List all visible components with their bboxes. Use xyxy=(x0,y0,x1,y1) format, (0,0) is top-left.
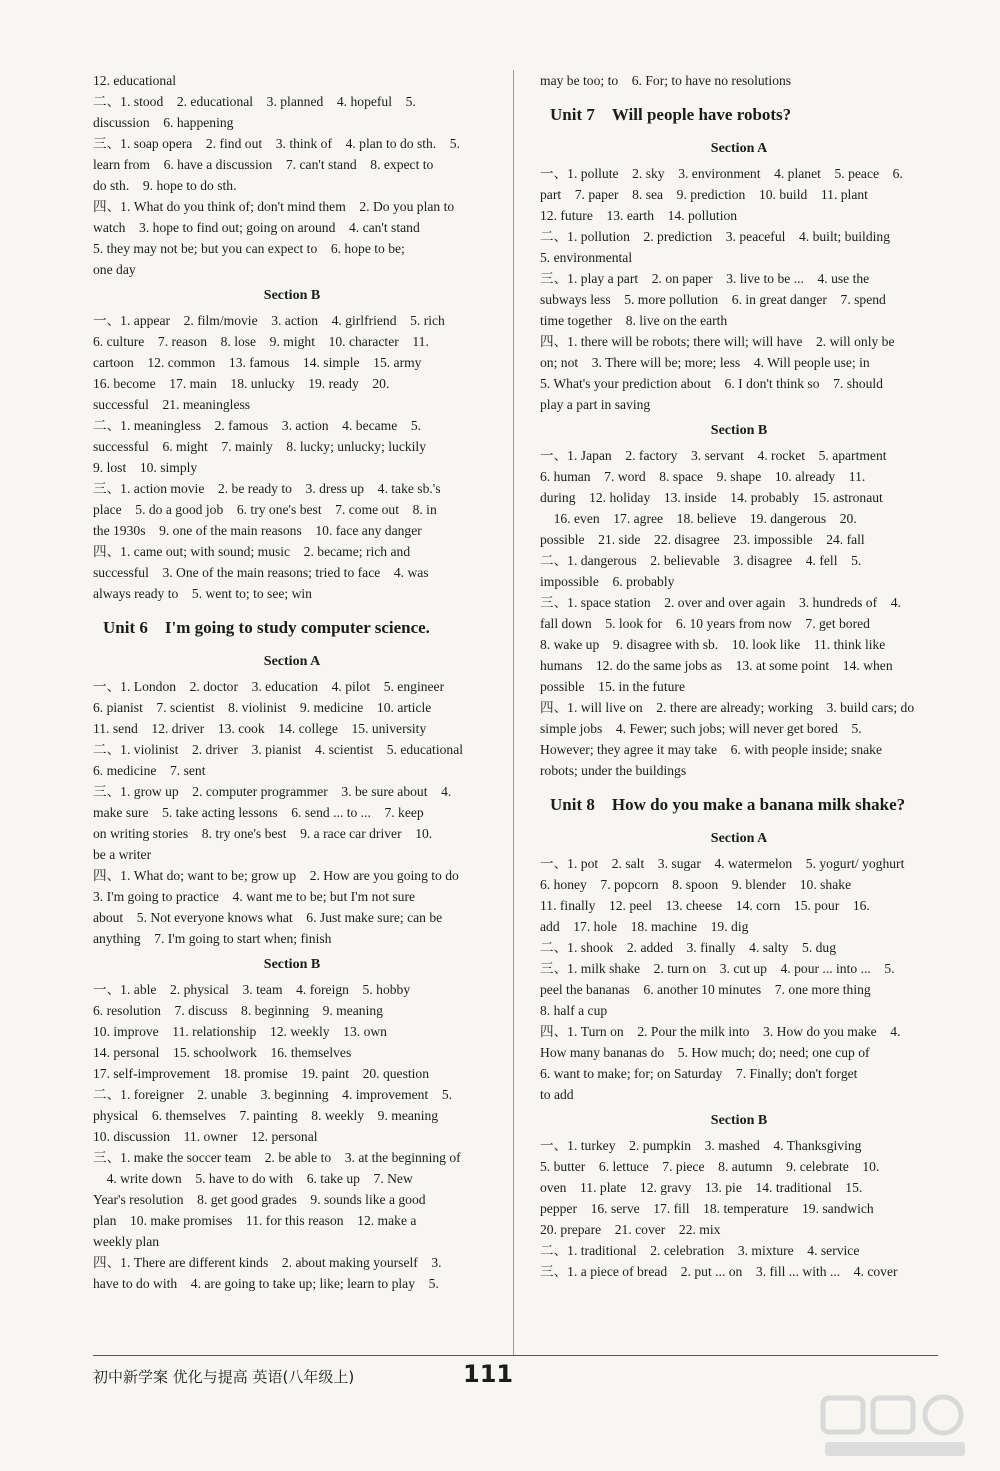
left-answer-line: successful 6. might 7. mainly 8. lucky; unlucky; luckily xyxy=(93,439,427,454)
right-answer-line: How many bananas do 5. How much; do; need; one cup of xyxy=(540,1045,870,1060)
right-answer-line: add 17. hole 18. machine 19. dig xyxy=(540,919,749,934)
unit-heading: Unit 6 I'm going to study computer science. xyxy=(103,618,430,637)
section-heading: Section B xyxy=(710,423,768,438)
right-answer-line: peel the bananas 6. another 10 minutes 7. one more thing xyxy=(540,982,871,997)
right-answer-line: robots; under the buildings xyxy=(540,763,687,778)
right-answer-line: 6. want to make; for; on Saturday 7. Finally; don't forget xyxy=(540,1066,858,1081)
right-answer-line: 12. future 13. earth 14. pollution xyxy=(540,208,738,223)
left-answer-line: watch 3. hope to find out; going on around 4. can't stand xyxy=(93,220,420,235)
right-answer-line: fall down 5. look for 6. 10 years from now 7. get bored xyxy=(540,616,870,631)
left-answer-line: 10. improve 11. relationship 12. weekly 13. own xyxy=(93,1024,387,1039)
left-answer-line: 4. write down 5. have to do with 6. take up 7. New xyxy=(93,1171,413,1186)
right-answer-line: 三、1. a piece of bread 2. put ... on 3. fill ... with ... 4. cover xyxy=(540,1264,898,1279)
left-answer-line: 二、1. foreigner 2. unable 3. beginning 4. improvement 5. xyxy=(93,1087,453,1102)
right-answer-line: impossible 6. probably xyxy=(540,574,675,589)
left-answer-line: have to do with 4. are going to take up; like; learn to play 5. xyxy=(93,1276,439,1291)
section-heading: Section B xyxy=(710,1113,768,1128)
left-answer-line: 四、1. came out; with sound; music 2. became; rich and xyxy=(93,544,411,559)
left-answer-line: one day xyxy=(93,262,136,277)
right-answer-line: during 12. holiday 13. inside 14. probably 15. astronaut xyxy=(540,490,883,505)
left-answer-line: learn from 6. have a discussion 7. can't stand 8. expect to xyxy=(93,157,434,172)
right-answer-line: 5. butter 6. lettuce 7. piece 8. autumn 9. celebrate 10. xyxy=(540,1159,880,1174)
left-answer-line: 四、1. What do you think of; don't mind them 2. Do you plan to xyxy=(93,199,455,214)
left-answer-line: 一、1. able 2. physical 3. team 4. foreign 5. hobby xyxy=(93,982,411,997)
section-heading: Section B xyxy=(263,288,321,303)
right-answer-line: humans 12. do the same jobs as 13. at some point 14. when xyxy=(540,658,893,673)
right-answer-line: play a part in saving xyxy=(540,397,651,412)
left-answer-line: 6. medicine 7. sent xyxy=(93,763,206,778)
right-answer-line: oven 11. plate 12. gravy 13. pie 14. traditional 15. xyxy=(540,1180,863,1195)
right-answer-line: 一、1. pot 2. salt 3. sugar 4. watermelon 5. yogurt/ yoghurt xyxy=(540,856,905,871)
left-column xyxy=(93,70,491,1294)
section-heading: Section A xyxy=(263,654,321,669)
right-answer-line: may be too; to 6. For; to have no resolutions xyxy=(540,73,792,88)
right-answer-line: 一、1. turkey 2. pumpkin 3. mashed 4. Thanksgiving xyxy=(540,1138,862,1153)
left-answer-line: 二、1. stood 2. educational 3. planned 4. hopeful 5. xyxy=(93,94,416,109)
unit-heading: Unit 8 How do you make a banana milk shake? xyxy=(550,795,906,814)
left-answer-line: 11. send 12. driver 13. cook 14. college 15. university xyxy=(93,721,427,736)
left-answer-line: do sth. 9. hope to do sth. xyxy=(93,178,237,193)
left-answer-line: discussion 6. happening xyxy=(93,115,234,130)
left-answer-line: make sure 5. take acting lessons 6. send ... to ... 7. keep xyxy=(93,805,424,820)
left-answer-line: plan 10. make promises 11. for this reason 12. make a xyxy=(93,1213,417,1228)
right-answer-line: simple jobs 4. Fewer; such jobs; will never get bored 5. xyxy=(540,721,862,736)
right-answer-line: 6. honey 7. popcorn 8. spoon 9. blender 10. shake xyxy=(540,877,852,892)
left-answer-line: 6. culture 7. reason 8. lose 9. might 10. character 11. xyxy=(93,334,429,349)
left-answer-line: the 1930s 9. one of the main reasons 10. face any danger xyxy=(93,523,422,538)
right-answer-line: 二、1. traditional 2. celebration 3. mixture 4. service xyxy=(540,1243,860,1258)
right-answer-line: to add xyxy=(540,1087,574,1102)
unit-heading: Unit 7 Will people have robots? xyxy=(550,105,792,124)
right-answer-line: on; not 3. There will be; more; less 4. Will people use; in xyxy=(540,355,870,370)
right-answer-line: 一、1. Japan 2. factory 3. servant 4. rocket 5. apartment xyxy=(540,448,887,463)
right-answer-line: 6. human 7. word 8. space 9. shape 10. already 11. xyxy=(540,469,866,484)
left-answer-line: 14. personal 15. schoolwork 16. themselves xyxy=(93,1045,352,1060)
left-answer-line: weekly plan xyxy=(93,1234,160,1249)
left-answer-line: 6. resolution 7. discuss 8. beginning 9. meaning xyxy=(93,1003,383,1018)
right-column xyxy=(540,70,938,1282)
left-answer-line: cartoon 12. common 13. famous 14. simple 15. army xyxy=(93,355,422,370)
left-answer-line: anything 7. I'm going to start when; finish xyxy=(93,931,332,946)
left-answer-line: successful 21. meaningless xyxy=(93,397,251,412)
left-answer-line: always ready to 5. went to; to see; win xyxy=(93,586,312,601)
right-answer-line: 四、1. there will be robots; there will; will have 2. will only be xyxy=(540,334,895,349)
watermark-logo xyxy=(815,1392,975,1462)
section-heading: Section B xyxy=(263,957,321,972)
right-answer-line: 5. What's your prediction about 6. I don't think so 7. should xyxy=(540,376,883,391)
left-answer-line: 三、1. action movie 2. be ready to 3. dress up 4. take sb.'s xyxy=(93,481,441,496)
right-answer-line: part 7. paper 8. sea 9. prediction 10. build 11. plant xyxy=(540,187,868,202)
left-answer-line: 17. self-improvement 18. promise 19. paint 20. question xyxy=(93,1066,430,1081)
right-answer-line: 二、1. shook 2. added 3. finally 4. salty 5. dug xyxy=(540,940,837,955)
left-answer-line: successful 3. One of the main reasons; tried to face 4. was xyxy=(93,565,429,580)
left-answer-line: 16. become 17. main 18. unlucky 19. ready 20. xyxy=(93,376,390,391)
left-answer-line: 一、1. appear 2. film/movie 3. action 4. girlfriend 5. rich xyxy=(93,313,445,328)
left-answer-line: 二、1. violinist 2. driver 3. pianist 4. scientist 5. educational xyxy=(93,742,464,757)
right-answer-line: 三、1. play a part 2. on paper 3. live to be ... 4. use the xyxy=(540,271,870,286)
left-answer-line: 三、1. grow up 2. computer programmer 3. be sure about 4. xyxy=(93,784,452,799)
left-answer-line: 5. they may not be; but you can expect to 6. hope to be; xyxy=(93,241,405,256)
right-answer-line: 一、1. pollute 2. sky 3. environment 4. planet 5. peace 6. xyxy=(540,166,903,181)
left-answer-line: 10. discussion 11. owner 12. personal xyxy=(93,1129,318,1144)
right-answer-line: 三、1. milk shake 2. turn on 3. cut up 4. pour ... into ... 5. xyxy=(540,961,895,976)
left-answer-line: 二、1. meaningless 2. famous 3. action 4. became 5. xyxy=(93,418,422,433)
right-answer-line: pepper 16. serve 17. fill 18. temperature 19. sandwich xyxy=(540,1201,874,1216)
right-answer-line: 8. wake up 9. disagree with sb. 10. look like 11. think like xyxy=(540,637,886,652)
left-answer-line: physical 6. themselves 7. painting 8. weekly 9. meaning xyxy=(93,1108,439,1123)
right-answer-line: 11. finally 12. peel 13. cheese 14. corn 15. pour 16. xyxy=(540,898,870,913)
right-answer-line: 二、1. pollution 2. prediction 3. peaceful 4. built; building xyxy=(540,229,890,244)
page-number: 111 xyxy=(463,1360,514,1388)
left-answer-line: 12. educational xyxy=(93,73,177,88)
left-answer-line: 3. I'm going to practice 4. want me to be; but I'm not sure xyxy=(93,889,416,904)
left-answer-line: 三、1. make the soccer team 2. be able to 3. at the beginning of xyxy=(93,1150,461,1165)
right-answer-line: possible 21. side 22. disagree 23. impossible 24. fall xyxy=(540,532,865,547)
column-divider xyxy=(513,70,514,1355)
left-answer-line: about 5. Not everyone knows what 6. Just make sure; can be xyxy=(93,910,443,925)
left-answer-line: on writing stories 8. try one's best 9. a race car driver 10. xyxy=(93,826,433,841)
right-answer-line: 四、1. Turn on 2. Pour the milk into 3. How do you make 4. xyxy=(540,1024,901,1039)
left-answer-line: 四、1. What do; want to be; grow up 2. How are you going to do xyxy=(93,868,459,883)
right-answer-line: 三、1. space station 2. over and over again 3. hundreds of 4. xyxy=(540,595,901,610)
left-answer-line: 一、1. London 2. doctor 3. education 4. pilot 5. engineer xyxy=(93,679,445,694)
left-answer-line: Year's resolution 8. get good grades 9. sounds like a good xyxy=(93,1192,426,1207)
left-answer-line: 三、1. soap opera 2. find out 3. think of 4. plan to do sth. 5. xyxy=(93,136,460,151)
section-heading: Section A xyxy=(710,141,768,156)
right-answer-line: However; they agree it may take 6. with people inside; snake xyxy=(540,742,883,757)
right-answer-line: 8. half a cup xyxy=(540,1003,608,1018)
section-heading: Section A xyxy=(710,831,768,846)
right-answer-line: time together 8. live on the earth xyxy=(540,313,728,328)
right-answer-line: 16. even 17. agree 18. believe 19. dangerous 20. xyxy=(540,511,857,526)
footer-rule xyxy=(93,1355,938,1356)
left-answer-line: 9. lost 10. simply xyxy=(93,460,198,475)
book-title: 初中新学案 优化与提高 英语(八年级上) xyxy=(93,1368,355,1386)
left-answer-line: 四、1. There are different kinds 2. about making yourself 3. xyxy=(93,1255,442,1270)
right-answer-line: 20. prepare 21. cover 22. mix xyxy=(540,1222,721,1237)
right-answer-line: 二、1. dangerous 2. believable 3. disagree 4. fell 5. xyxy=(540,553,862,568)
right-answer-line: possible 15. in the future xyxy=(540,679,685,694)
right-answer-line: 四、1. will live on 2. there are already; working 3. build cars; do xyxy=(540,700,915,715)
right-answer-line: 5. environmental xyxy=(540,250,633,265)
left-answer-line: 6. pianist 7. scientist 8. violinist 9. medicine 10. article xyxy=(93,700,432,715)
right-answer-line: subways less 5. more pollution 6. in great danger 7. spend xyxy=(540,292,886,307)
left-answer-line: place 5. do a good job 6. try one's best 7. come out 8. in xyxy=(93,502,437,517)
left-answer-line: be a writer xyxy=(93,847,152,862)
